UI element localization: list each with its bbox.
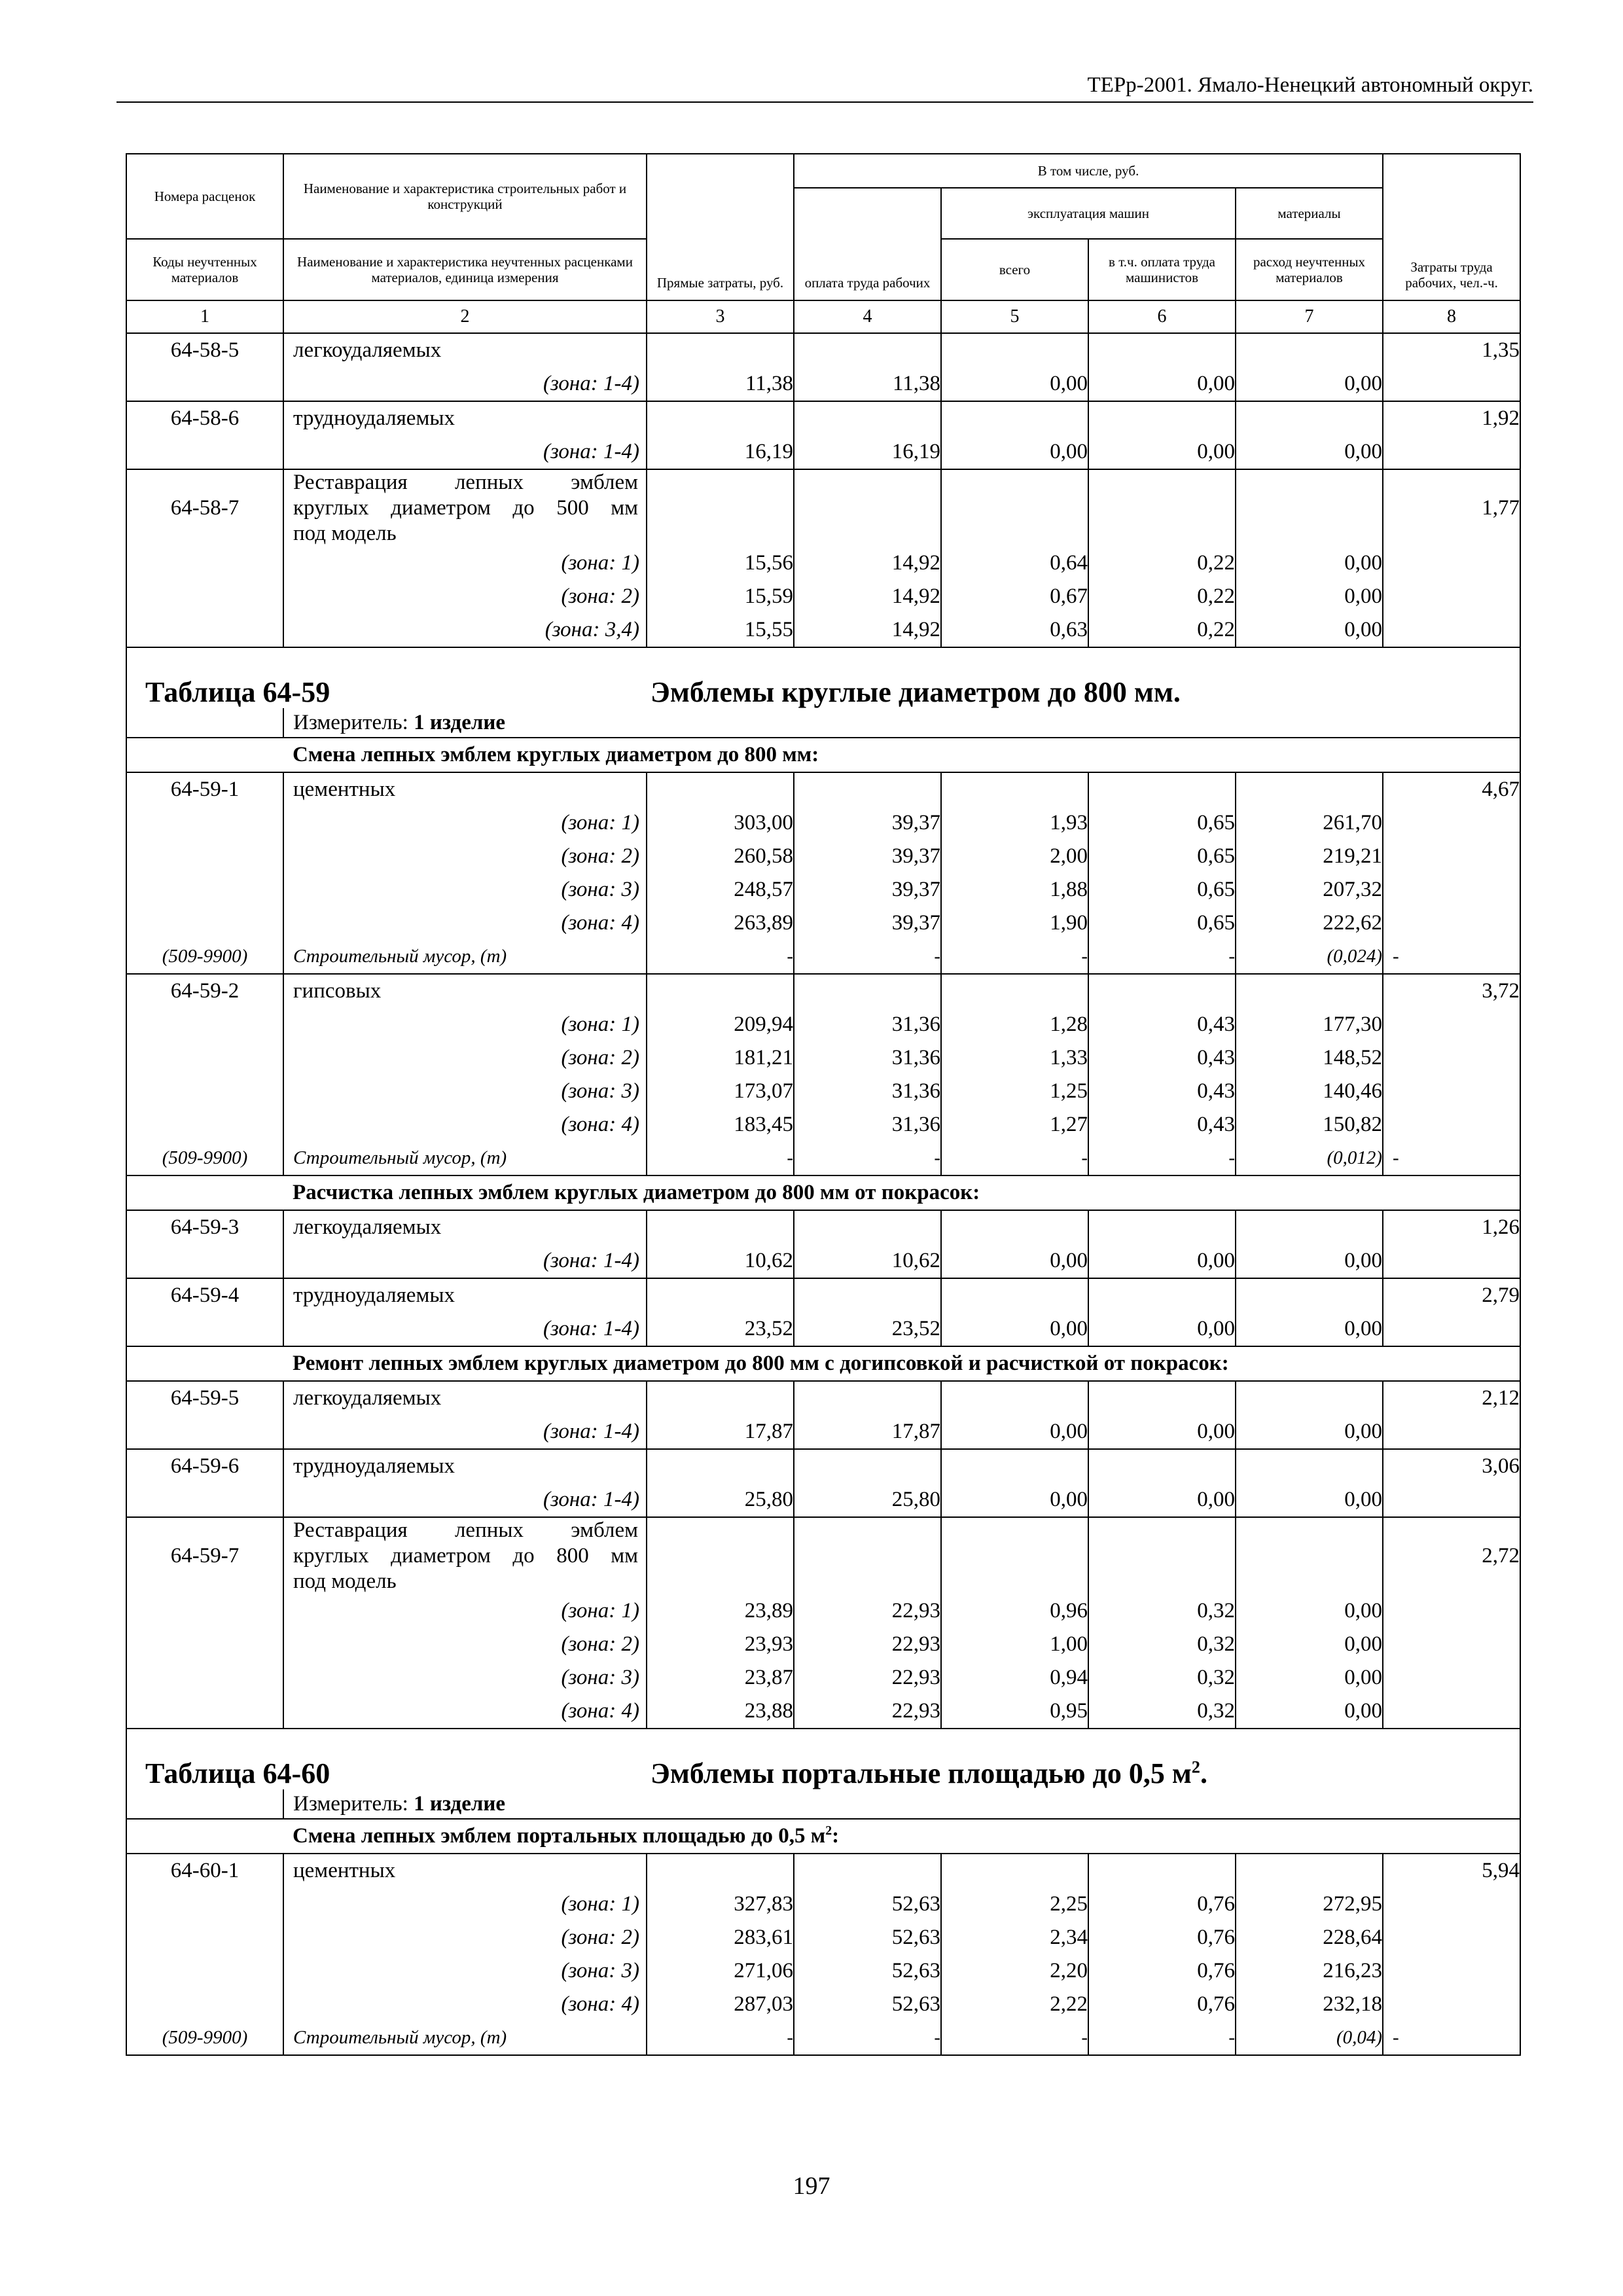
zone-label: (зона: 1-4) xyxy=(543,372,639,395)
table-row: 64-59-2 гипсовых (зона: 1) (зона: 2) (зона: 3) (зона: 4) 209,94 181,21 173,07 183,45 31,36 31,36 31,36 31,36 1,28 1,33 1,25 1,27 0,43 0,43 0,43 0,43 177,30 148,52 140,46 150,82 3,72 xyxy=(126,974,1520,1141)
col-machines: эксплуатация машин xyxy=(941,188,1236,239)
col-num-1: 1 xyxy=(126,300,283,333)
rate-name: трудноудаляемых xyxy=(293,406,455,430)
section-title: Смена лепных эмблем круглых диаметром до 800 мм: xyxy=(283,738,1520,772)
col-machines-total: всего xyxy=(941,239,1088,300)
labor-cost: 4,67 xyxy=(1482,778,1520,801)
rate-code: 64-59-1 xyxy=(170,778,240,801)
rate-code: 64-58-5 xyxy=(170,338,240,362)
rates-table xyxy=(126,153,1521,2056)
table-row: 64-58-7 Реставрация лепных эмблем круглых диаметром до 500 мм под модель (зона: 1) (зона: 2) (зона: 3,4) 15,56 15,59 15,55 14,92 14,92 14,92 0,64 0,67 0,63 0,22 0,22 0,22 0,00 0,00 0,00 1,77 xyxy=(126,469,1520,647)
table-heading-64-60 xyxy=(126,1729,1520,1789)
measure-value: 1 изделие xyxy=(414,711,506,734)
measure-label: Измеритель: xyxy=(293,1792,408,1816)
material-name: Строительный мусор, (т) xyxy=(293,1147,507,1168)
rate-name: Реставрация лепных эмблем xyxy=(293,1518,638,1542)
labor-cost: 1,92 xyxy=(1482,406,1520,430)
material-row: (509-9900) Строительный мусор, (т) - - - - (0,012) - xyxy=(126,1141,1520,1175)
table-heading-64-59 xyxy=(126,647,1520,708)
col-materials-unaccounted: расход неучтенных материалов xyxy=(1236,239,1383,300)
col-num-5: 5 xyxy=(941,300,1088,333)
rate-name: трудноудаляемых xyxy=(293,1283,455,1307)
running-header: ТЕРр-2001. Ямало-Ненецкий автономный округ. xyxy=(116,73,1533,103)
zone-label: (зона: 2) xyxy=(561,844,639,868)
labor-cost: 1,26 xyxy=(1482,1215,1520,1239)
rate-name: гипсовых xyxy=(293,979,382,1003)
col-num-6: 6 xyxy=(1088,300,1236,333)
rate-name: трудноудаляемых xyxy=(293,1454,455,1478)
zone-label: (зона: 1) xyxy=(561,1013,639,1036)
section-row xyxy=(126,1819,1520,1854)
col-num-2: 2 xyxy=(283,300,647,333)
col-labor-cost: Затраты труда рабочих, чел.-ч. xyxy=(1383,154,1520,300)
zone-label: (зона: 1) xyxy=(561,1599,639,1623)
measure-row xyxy=(126,1789,1520,1819)
rate-name: круглых диаметром до 500 мм xyxy=(293,496,638,520)
col-codes: Номера расценок xyxy=(126,154,283,239)
rate-code: 64-59-3 xyxy=(170,1215,240,1239)
zone-label: (зона: 4) xyxy=(561,911,639,935)
zone-label: (зона: 3) xyxy=(561,1666,639,1689)
col-num-8: 8 xyxy=(1383,300,1520,333)
table-row: 64-59-5 легкоудаляемых (зона: 1-4) 17,87 17,87 0,00 0,00 0,00 2,12 xyxy=(126,1381,1520,1449)
material-quantity: (0,012) xyxy=(1327,1147,1383,1168)
rate-name: под модель xyxy=(293,1570,397,1593)
section-row xyxy=(126,738,1520,772)
material-code: (509-9900) xyxy=(162,946,248,967)
material-row: (509-9900) Строительный мусор, (т) - - - - (0,024) - xyxy=(126,940,1520,974)
material-quantity: (0,024) xyxy=(1327,946,1383,967)
rate-name: цементных xyxy=(293,778,396,801)
col-machines-operators: в т.ч. оплата труда машинистов xyxy=(1088,239,1236,300)
table-row: 64-60-1 цементных (зона: 1) (зона: 2) (зона: 3) (зона: 4) 327,83 283,61 271,06 287,03 52,63 52,63 52,63 52,63 2,25 2,34 2,20 2,22 0,76 0,76 0,76 0,76 272,95 228,64 216,23 232,18 5,94 xyxy=(126,1854,1520,2021)
column-numbers-row xyxy=(126,300,1520,333)
table-row: 64-59-4 трудноудаляемых (зона: 1-4) 23,52 23,52 0,00 0,00 0,00 2,79 xyxy=(126,1278,1520,1346)
material-code: (509-9900) xyxy=(162,1147,248,1168)
material-row: (509-9900) Строительный мусор, (т) - - - - (0,04) - xyxy=(126,2021,1520,2055)
labor-cost: 2,12 xyxy=(1482,1386,1520,1410)
labor-cost: 3,72 xyxy=(1482,979,1520,1003)
zone-label: (зона: 1-4) xyxy=(543,440,639,463)
labor-cost: 2,72 xyxy=(1482,1544,1520,1568)
zone-label: (зона: 3) xyxy=(561,1959,639,1982)
col-num-4: 4 xyxy=(794,300,941,333)
zone-label: (зона: 1) xyxy=(561,551,639,575)
table-row: 64-59-3 легкоудаляемых (зона: 1-4) 10,62 10,62 0,00 0,00 0,00 1,26 xyxy=(126,1210,1520,1278)
rate-name: круглых диаметром до 800 мм xyxy=(293,1544,638,1568)
rate-code: 64-58-7 xyxy=(170,496,240,520)
rate-name: легкоудаляемых xyxy=(293,1386,442,1410)
zone-label: (зона: 1) xyxy=(561,1892,639,1916)
rate-name: под модель xyxy=(293,522,397,545)
col-name: Наименование и характеристика строительных работ и конструкций xyxy=(283,154,647,239)
section-title: Ремонт лепных эмблем круглых диаметром до 800 мм с догипсовкой и расчисткой от покрасок: xyxy=(283,1346,1520,1381)
zone-label: (зона: 1-4) xyxy=(543,1317,639,1340)
rate-code: 64-58-6 xyxy=(170,406,240,430)
rate-code: 64-59-6 xyxy=(170,1454,240,1478)
measure-label: Измеритель: xyxy=(293,711,408,734)
rate-code: 64-60-1 xyxy=(170,1859,240,1882)
table-label: Таблица 64-59 xyxy=(145,676,330,708)
material-name: Строительный мусор, (т) xyxy=(293,2027,507,2048)
zone-label: (зона: 2) xyxy=(561,1046,639,1069)
material-code: (509-9900) xyxy=(162,2027,248,2048)
zone-label: (зона: 3) xyxy=(561,1079,639,1103)
zone-label: (зона: 2) xyxy=(561,584,639,608)
labor-cost: 5,94 xyxy=(1482,1859,1520,1882)
labor-cost: 2,79 xyxy=(1482,1283,1520,1307)
col-materials: материалы xyxy=(1236,188,1383,239)
rate-code: 64-59-4 xyxy=(170,1283,240,1307)
rate-code: 64-59-5 xyxy=(170,1386,240,1410)
zone-label: (зона: 1-4) xyxy=(543,1249,639,1272)
col-direct: Прямые затраты, руб. xyxy=(647,154,794,300)
zone-label: (зона: 2) xyxy=(561,1632,639,1656)
measure-value: 1 изделие xyxy=(414,1792,506,1816)
section-row xyxy=(126,1175,1520,1210)
rate-code: 64-59-7 xyxy=(170,1544,240,1568)
labor-cost: 1,35 xyxy=(1482,338,1520,362)
zone-label: (зона: 3) xyxy=(561,878,639,901)
zone-label: (зона: 4) xyxy=(561,1113,639,1136)
rate-name: Реставрация лепных эмблем xyxy=(293,471,638,494)
table-row: 64-59-7 Реставрация лепных эмблем круглых диаметром до 800 мм под модель (зона: 1) (зона: 2) (зона: 3) (зона: 4) 23,89 23,93 23,87 23,88 22,93 22,93 22,93 22,93 0,96 1,00 0,94 0,95 0,32 0,32 0,32 0,32 0,00 0,00 0,00 0,00 2,72 xyxy=(126,1517,1520,1729)
section-row xyxy=(126,1346,1520,1381)
table-row: 64-58-5 легкоудаляемых (зона: 1-4) 11,38 11,38 0,00 0,00 0,00 1,35 xyxy=(126,333,1520,401)
table-row: 64-59-6 трудноудаляемых (зона: 1-4) 25,80 25,80 0,00 0,00 0,00 3,06 xyxy=(126,1449,1520,1517)
table-title: Эмблемы портальные площадью до 0,5 $м^2$. xyxy=(651,1757,1207,1789)
table-title: Эмблемы круглые диаметром до 800 мм. xyxy=(651,676,1181,708)
labor-cost: 3,06 xyxy=(1482,1454,1520,1478)
col-including: В том числе, руб. xyxy=(794,154,1383,188)
zone-label: (зона: 1-4) xyxy=(543,1420,639,1443)
zone-label: (зона: 4) xyxy=(561,1699,639,1723)
table-row: 64-59-1 цементных (зона: 1) (зона: 2) (зона: 3) (зона: 4) 303,00 260,58 248,57 263,89 39,37 39,37 39,37 39,37 1,93 2,00 1,88 1,90 0,65 0,65 0,65 0,65 261,70 219,21 207,32 222,62 4,67 xyxy=(126,772,1520,940)
material-name: Строительный мусор, (т) xyxy=(293,946,507,967)
table-row: 64-58-6 трудноудаляемых (зона: 1-4) 16,19 16,19 0,00 0,00 0,00 1,92 xyxy=(126,401,1520,469)
zone-label: (зона: 2) xyxy=(561,1926,639,1949)
zone-label: (зона: 1) xyxy=(561,811,639,834)
section-title: Смена лепных эмблем портальных площадью до 0,5 $м^2$: xyxy=(283,1819,1520,1854)
col-codes-materials: Коды неучтенных материалов xyxy=(126,239,283,300)
rate-name: цементных xyxy=(293,1859,396,1882)
col-num-7: 7 xyxy=(1236,300,1383,333)
zone-label: (зона: 1-4) xyxy=(543,1488,639,1511)
col-name-materials: Наименование и характеристика неучтенных расценками материалов, единица измерения xyxy=(283,239,647,300)
col-num-3: 3 xyxy=(647,300,794,333)
col-labor-pay: оплата труда рабочих xyxy=(794,188,941,300)
material-quantity: (0,04) xyxy=(1336,2027,1383,2048)
table-label: Таблица 64-60 xyxy=(145,1757,330,1789)
measure-row xyxy=(126,708,1520,738)
rate-code: 64-59-2 xyxy=(170,979,240,1003)
section-title: Расчистка лепных эмблем круглых диаметром до 800 мм от покрасок: xyxy=(283,1175,1520,1210)
labor-cost: 1,77 xyxy=(1482,496,1520,520)
zone-label: (зона: 4) xyxy=(561,1992,639,2016)
rate-name: легкоудаляемых xyxy=(293,338,442,362)
rate-name: легкоудаляемых xyxy=(293,1215,442,1239)
zone-label: (зона: 3,4) xyxy=(544,618,639,641)
page-number: 197 xyxy=(793,2172,830,2200)
